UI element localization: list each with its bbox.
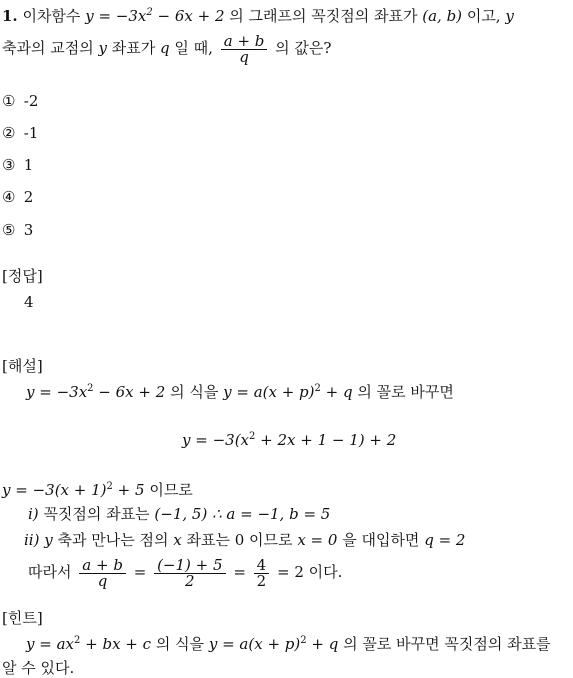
math-expression: $y = -3x^2 - 6x + 2$: [85, 7, 225, 25]
question-text: 축과의 교점의: [2, 39, 94, 57]
fraction: $\frac{a + b}{q}$: [221, 34, 268, 65]
question-line-1: [2, 6, 514, 26]
choice-value: 1: [23, 156, 34, 174]
question-text: 의 값은?: [275, 39, 332, 57]
solution-step-i: i) 꼭짓점의 좌표는 (−1, 5) ∴ a = −1, b = 5: [28, 505, 331, 523]
choice-1[interactable]: [2, 91, 38, 111]
choice-marker: ④: [2, 188, 16, 206]
question-number: 1.: [2, 7, 18, 25]
math-variable: q: [160, 39, 170, 57]
solution-label: [해설]: [2, 357, 43, 375]
solution-line-3: $y = -3(x + 1)^2 + 5$ 이므로: [2, 481, 193, 499]
choice-value: -2: [23, 92, 39, 110]
choice-4[interactable]: [2, 187, 33, 207]
solution-step-ii: ii) y 축과 만나는 점의 x 좌표는 0 이므로 x = 0 을 대입하면 q = 2: [24, 531, 466, 549]
choice-marker: ①: [2, 92, 16, 110]
question-text: 좌표가: [111, 39, 156, 57]
solution-centered-equation: $y = -3(x^2 + 2x + 1 - 1) + 2$: [182, 431, 397, 449]
math-variable: y: [505, 7, 514, 25]
question-text: 이고,: [466, 7, 501, 25]
fraction: $\frac{a + b}{q}$: [79, 558, 126, 589]
answer-label: [정답]: [2, 267, 43, 285]
fraction: $\frac{(-1) + 5}{2}$: [154, 558, 225, 589]
choice-marker: ②: [2, 124, 16, 142]
choice-value: -1: [23, 124, 39, 142]
math-expression: (a, b): [422, 7, 463, 25]
choice-marker: ⑤: [2, 221, 16, 239]
choice-5[interactable]: [2, 220, 33, 240]
solution-conclusion: 따라서 $\frac{a + b}{q}$ = $\frac{(-1) + 5}{2}$ = $\frac{4}{2}$ = 2 이다.: [28, 555, 343, 590]
question-text: 의 그래프의 꼭짓점의 좌표가: [229, 7, 418, 25]
solution-line-1: $y = -3x^2 - 6x + 2$ 의 식을 $y = a(x + p)^2 + q$ 의 꼴로 바꾸면: [26, 383, 454, 401]
choice-value: 2: [23, 188, 34, 206]
question-line-2: [2, 33, 331, 65]
choice-2[interactable]: [2, 123, 38, 143]
question-text: 이차함수: [22, 7, 81, 25]
math-variable: y: [98, 39, 107, 57]
hint-line-1: $y = ax^2$ + bx + c 의 식을 $y = a(x + p)^2 + q$ 의 꼴로 바꾸면 꼭짓점의 좌표를: [26, 635, 551, 653]
choice-3[interactable]: [2, 155, 33, 175]
answer-value: 4: [24, 293, 34, 311]
question-text: 일 때,: [174, 39, 213, 57]
choice-marker: ③: [2, 156, 16, 174]
hint-label: [힌트]: [2, 609, 43, 627]
choice-value: 3: [23, 221, 34, 239]
fraction: $\frac{4}{2}$: [254, 558, 270, 589]
hint-line-2: 알 수 있다.: [2, 659, 75, 677]
